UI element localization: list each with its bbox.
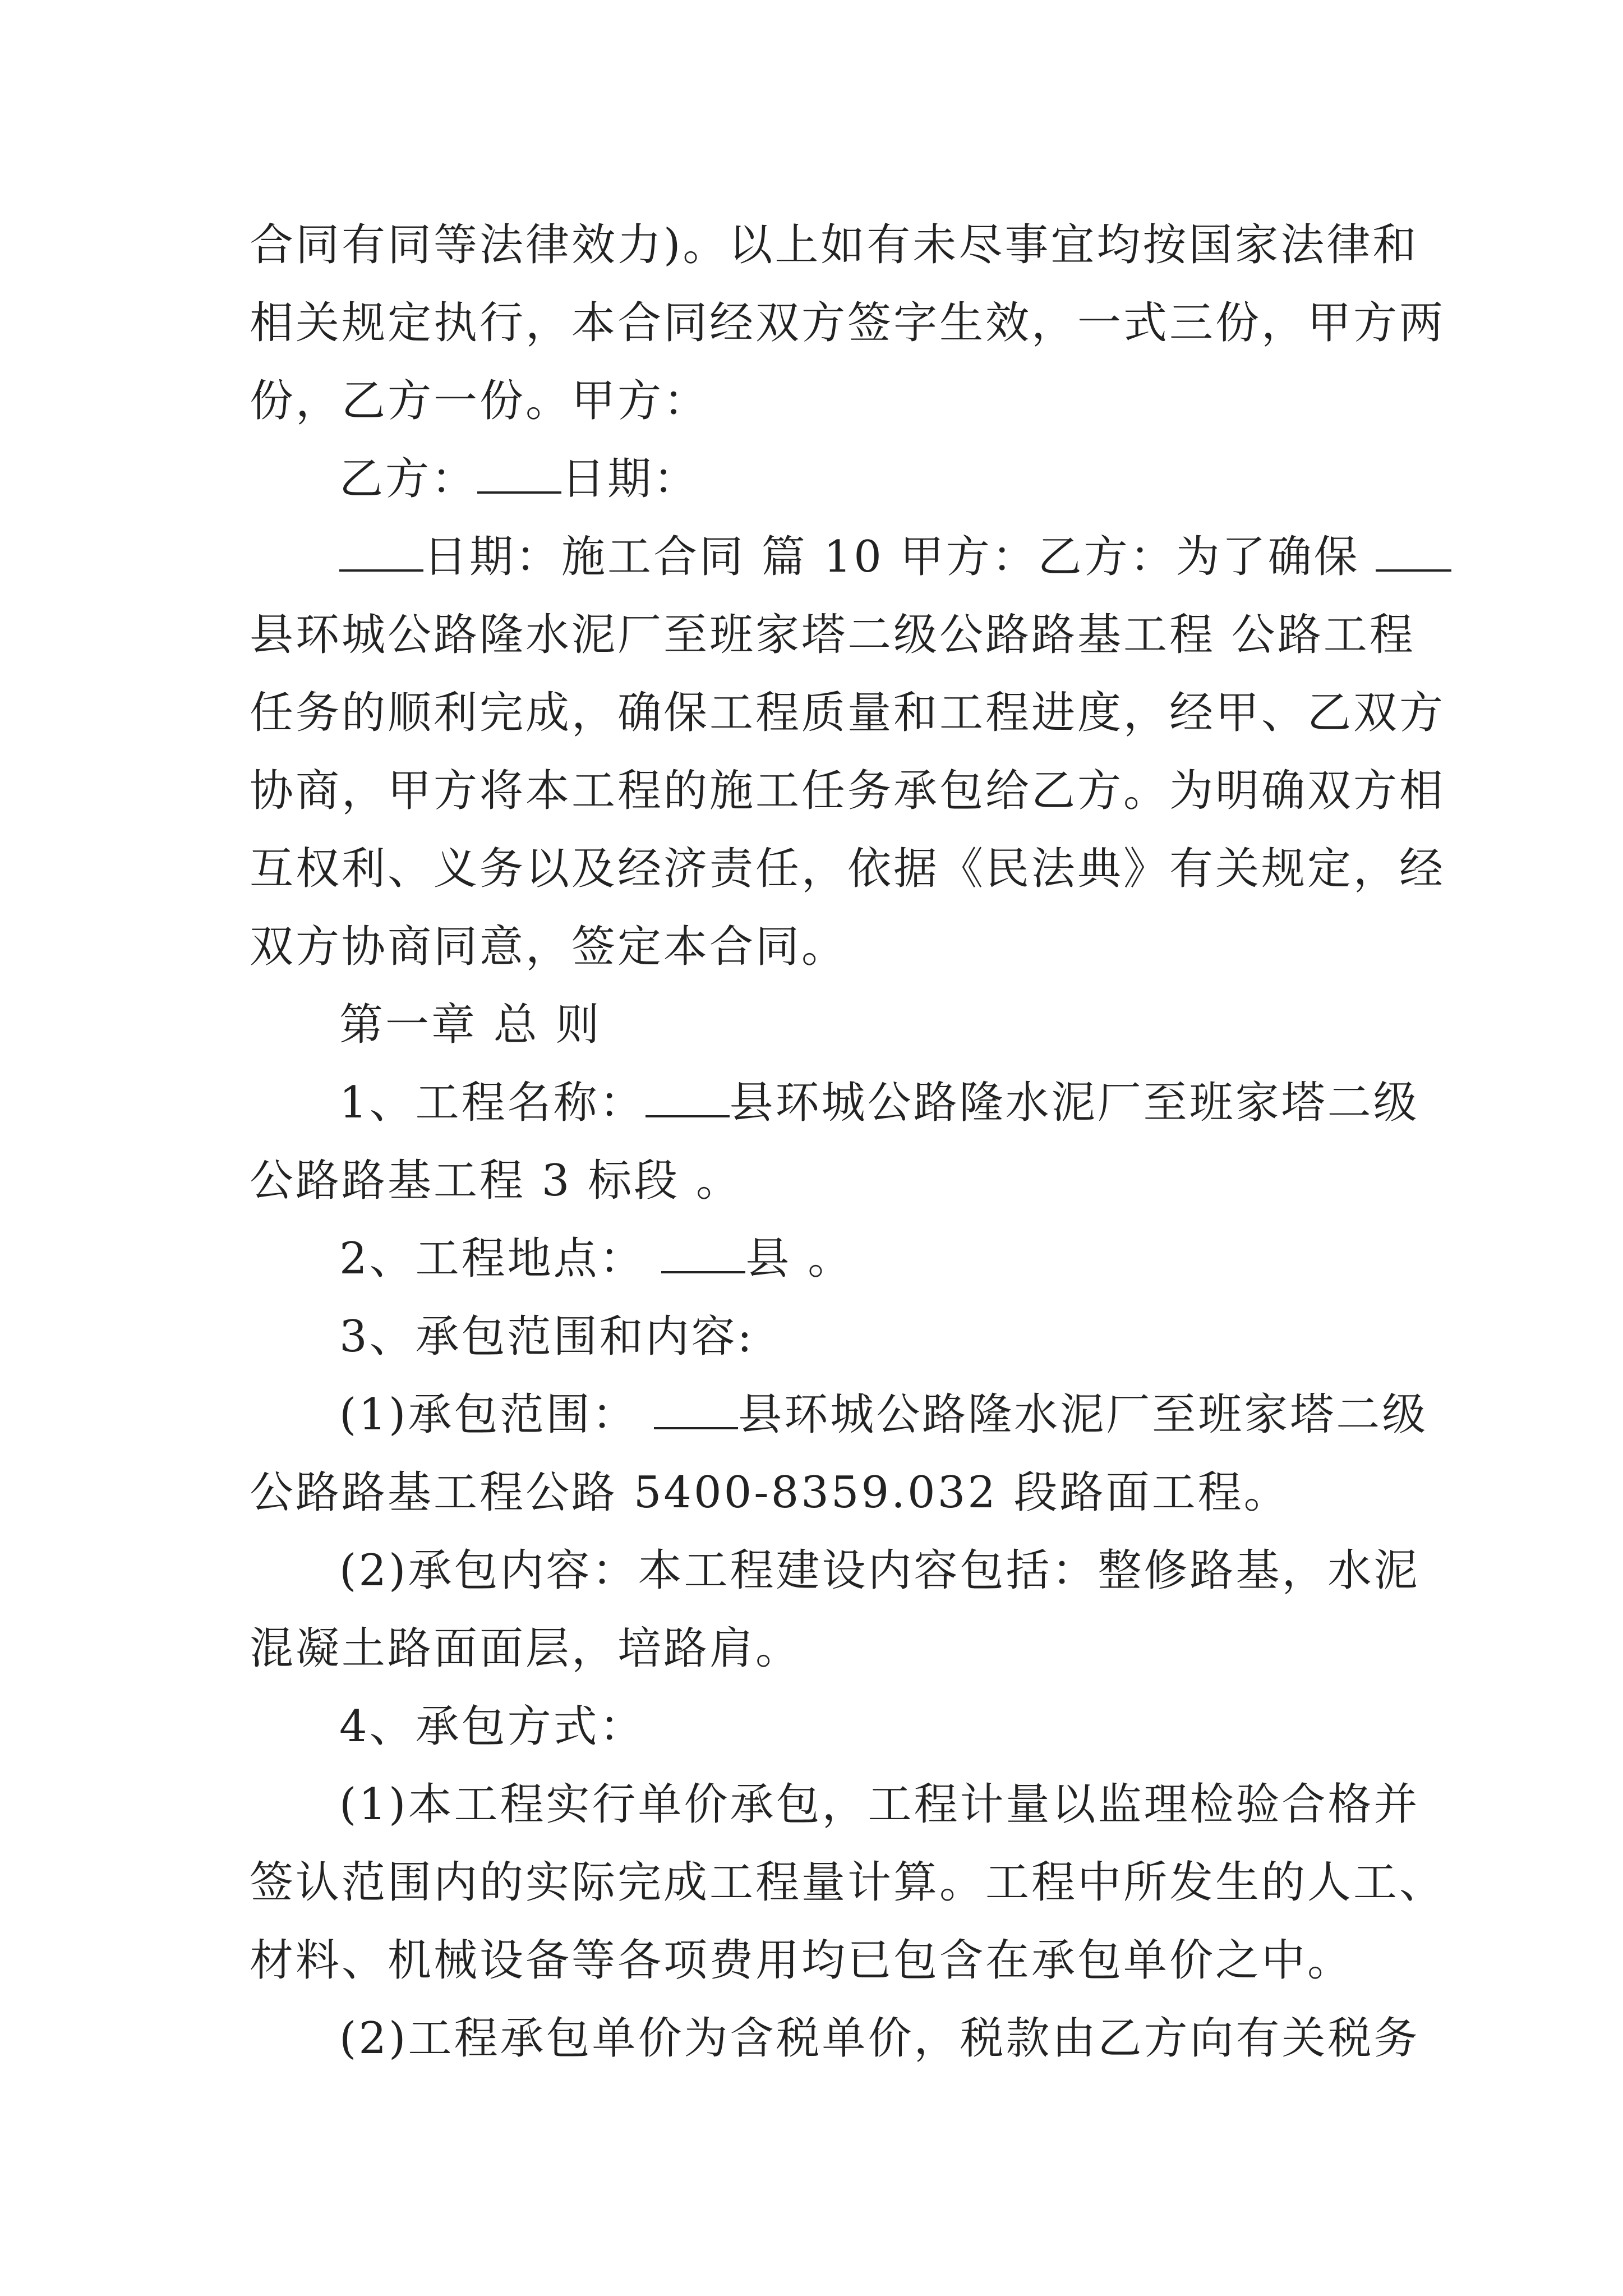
text-line [250, 206, 1419, 284]
text-run: 份，乙方一份。甲方： [250, 376, 710, 426]
text-line [250, 284, 1446, 362]
text-run: 2、工程地点： [339, 1234, 662, 1284]
document-body [250, 206, 1446, 2078]
text-run: (1)本工程实行单价承包，工程计量以监理检验合格并 [339, 1779, 1420, 1830]
text-line [250, 440, 1385, 518]
blank-underline [477, 449, 561, 494]
text-run: 协商，甲方将本工程的施工任务承包给乙方。为明确双方相 [250, 766, 1446, 816]
text-run: 公路路基工程 3 标段 。 [250, 1156, 743, 1206]
section-heading [250, 986, 1385, 1064]
text-line [250, 1688, 1385, 1766]
text-line [250, 596, 1415, 674]
text-line [250, 1532, 1420, 1610]
text-run: 合同有同等法律效力)。以上如有未尽事宜均按国家法律和 [250, 220, 1419, 270]
text-line [250, 1844, 1446, 1922]
blank-underline [1376, 527, 1451, 572]
text-run: 县环城公路隆水泥厂至班家塔二级公路路基工程 公路工程 [250, 610, 1415, 660]
text-run: 公路路基工程公路 5400-8359.032 段路面工程。 [250, 1467, 1290, 1518]
text-line [250, 752, 1446, 830]
text-run: 3、承包范围和内容: [339, 1312, 754, 1362]
text-run: 1、工程名称： [339, 1078, 645, 1128]
text-run: 乙方： [339, 454, 478, 504]
text-line [250, 2000, 1420, 2078]
text-line [250, 908, 1385, 986]
blank-underline [654, 1384, 738, 1429]
text-run: 双方协商同意，签定本合同。 [250, 922, 848, 972]
text-line [250, 1766, 1420, 1844]
text-run: 日期： [561, 454, 700, 504]
text-run: 混凝土路面面层，培路肩。 [250, 1623, 802, 1674]
text-line [250, 1220, 1385, 1298]
text-run: 任务的顺利完成，确保工程质量和工程进度，经甲、乙双方 [250, 688, 1446, 738]
text-run: 县 。 [745, 1234, 854, 1284]
text-line [250, 1922, 1385, 2000]
text-run: 日期：施工合同 篇 10 甲方：乙方：为了确保 [423, 532, 1376, 582]
text-run: 县环城公路隆水泥厂至班家塔二级 [738, 1389, 1428, 1440]
text-line [250, 1376, 1428, 1454]
blank-underline [645, 1073, 730, 1117]
text-line [250, 362, 1385, 440]
text-line [250, 1610, 1385, 1688]
text-line [250, 1454, 1385, 1532]
text-line [250, 1298, 1385, 1376]
text-line [250, 1064, 1419, 1142]
text-run: 县环城公路隆水泥厂至班家塔二级 [729, 1078, 1419, 1128]
text-run: 相关规定执行，本合同经双方签字生效，一式三份，甲方两 [250, 298, 1446, 348]
text-run: 材料、机械设备等各项费用均已包含在承包单价之中。 [250, 1935, 1354, 1986]
text-run: 第一章 总 则 [339, 1000, 602, 1050]
text-run: 互权利、义务以及经济责任，依据《民法典》有关规定，经 [250, 844, 1446, 894]
blank-underline [661, 1228, 745, 1273]
text-line [250, 1142, 1385, 1220]
text-line [250, 518, 1385, 596]
text-run: 签认范围内的实际完成工程量计算。工程中所发生的人工、 [250, 1857, 1446, 1908]
text-run: 4、承包方式： [339, 1701, 645, 1752]
blank-underline [339, 527, 423, 572]
text-line [250, 830, 1446, 908]
text-run: (1)承包范围： [339, 1389, 654, 1440]
text-line [250, 674, 1446, 752]
text-run: (2)承包内容：本工程建设内容包括：整修路基，水泥 [339, 1545, 1420, 1596]
text-run: (2)工程承包单价为含税单价，税款由乙方向有关税务 [339, 2013, 1420, 2064]
